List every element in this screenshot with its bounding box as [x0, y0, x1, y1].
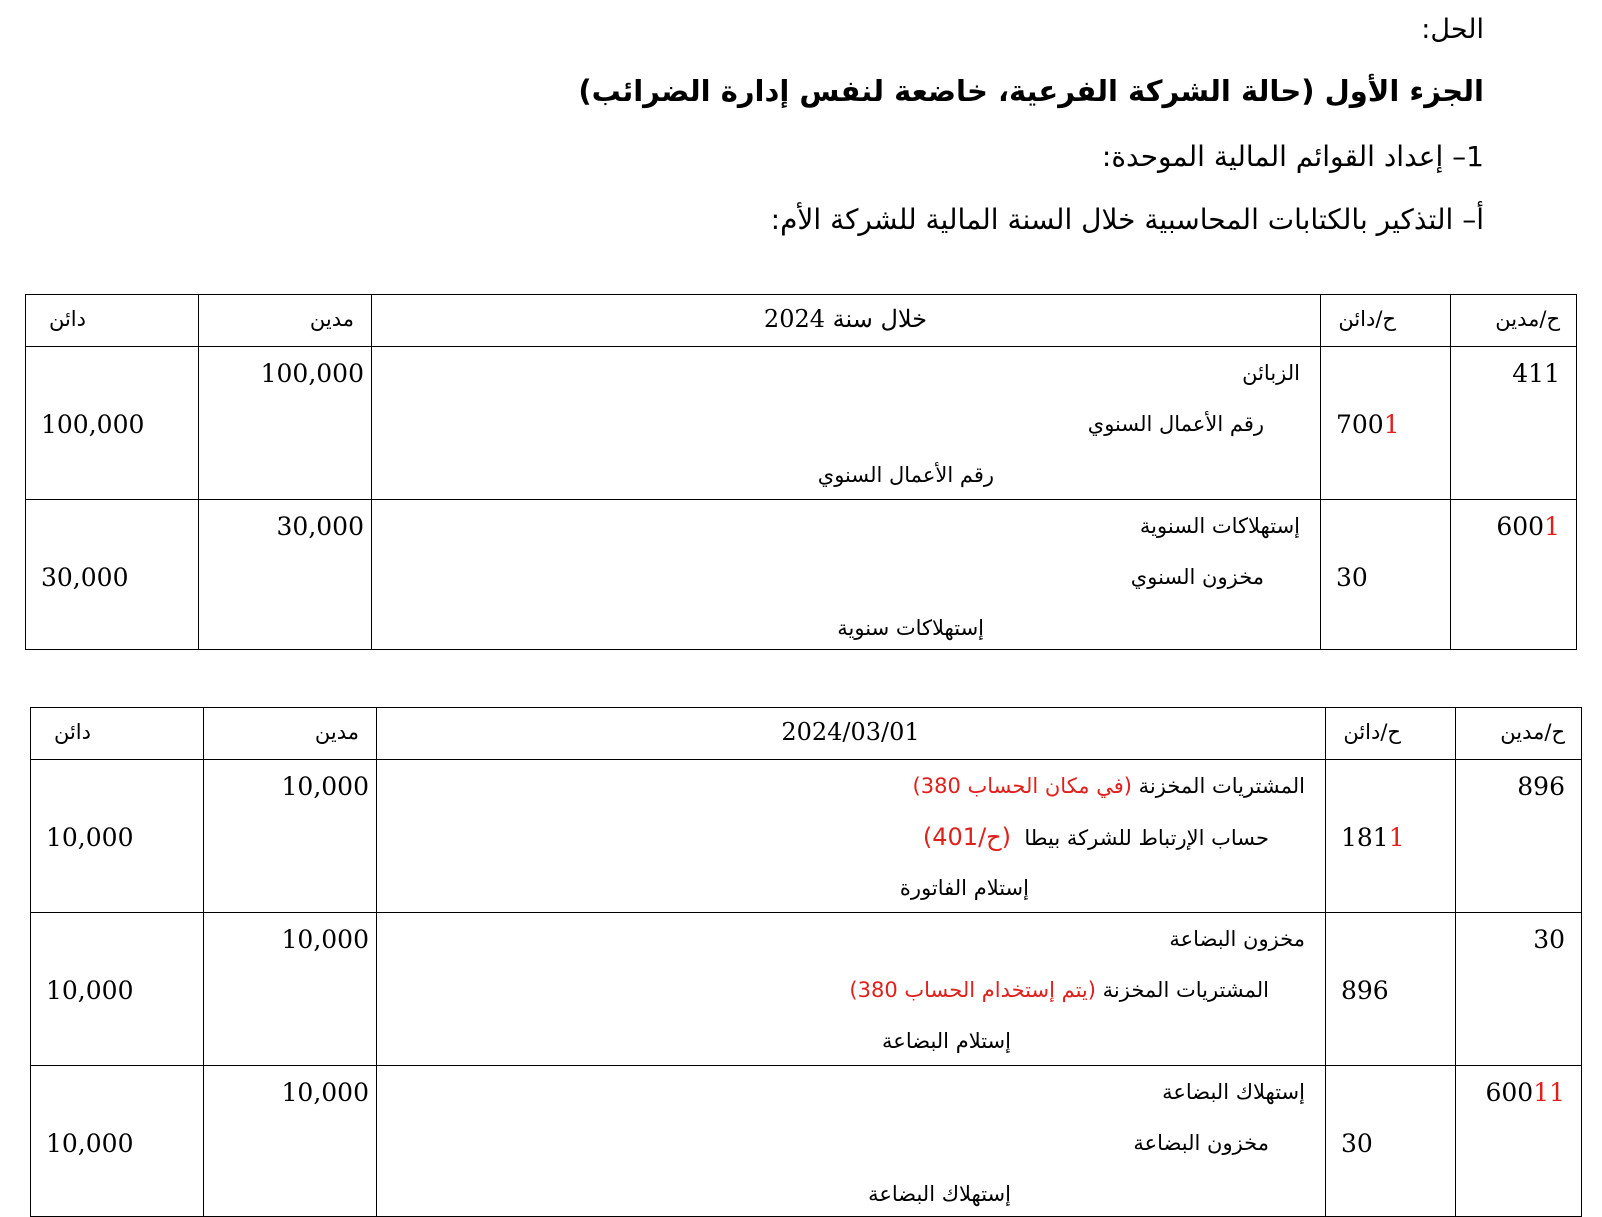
row-divider: [26, 499, 1576, 500]
entry-debit-account: 896: [1517, 772, 1565, 801]
column-divider: [376, 708, 377, 1216]
entry-description: إستلام الفاتورة: [899, 876, 1029, 900]
entry-credit-label: مخزون البضاعة: [1133, 1131, 1269, 1155]
entry-credit-amount: 10,000: [46, 976, 134, 1005]
entry-credit-account: 896: [1341, 976, 1389, 1005]
header-credit: دائن: [48, 307, 86, 331]
entry-description: إستلام البضاعة: [882, 1029, 1011, 1053]
row-divider: [26, 346, 1576, 347]
entry-debit-amount: 10,000: [281, 772, 369, 801]
entry-credit-label: المشتريات المخزنة (يتم إستخدام الحساب 380): [849, 978, 1269, 1002]
entry-debit-amount: 30,000: [276, 512, 364, 541]
journal-table-2: [30, 707, 1582, 1217]
entry-credit-amount: 30,000: [41, 563, 129, 592]
entry-credit-label: حساب الإرتباط للشركة بيطا (ح/401): [922, 823, 1269, 851]
entry-debit-note: (في مكان الحساب 380): [912, 774, 1132, 798]
journal-table-1: [25, 294, 1577, 650]
entry-description: رقم الأعمال السنوي: [817, 463, 994, 487]
step-one-heading: [1102, 140, 1484, 173]
solution-heading: الحل:: [1421, 14, 1484, 45]
header-debit-account: ح/مدين: [1500, 720, 1565, 744]
row-divider: [31, 759, 1581, 760]
column-divider: [1450, 295, 1451, 649]
step-one-text: – إعداد القوائم المالية الموحدة:: [1101, 140, 1467, 173]
header-debit: مدين: [314, 720, 359, 744]
entry-credit-account: 30: [1336, 563, 1368, 592]
entry-credit-amount: 10,000: [46, 1129, 134, 1158]
column-divider: [198, 295, 199, 649]
header-credit-account: ح/دائن: [1343, 720, 1401, 744]
entry-debit-amount: 10,000: [281, 1078, 369, 1107]
entry-credit-account: 1811: [1341, 823, 1405, 852]
entry-credit-note: (ح/401): [922, 823, 1012, 851]
entry-credit-note: (يتم إستخدام الحساب 380): [849, 978, 1096, 1002]
part-one-heading: الجزء الأول (حالة الشركة الفرعية، خاضعة لنفس إدارة الضرائب): [578, 74, 1484, 108]
entry-credit-label: مخزون السنوي: [1130, 565, 1264, 589]
entry-debit-account: 60011: [1485, 1078, 1565, 1107]
entry-credit-amount: 10,000: [46, 823, 134, 852]
entry-debit-account: 411: [1512, 359, 1560, 388]
entry-description: إستهلاك البضاعة: [868, 1182, 1011, 1206]
journal-date: 2024/03/01: [781, 718, 920, 746]
row-divider: [31, 912, 1581, 913]
entry-debit-label: مخزون البضاعة: [1169, 927, 1305, 951]
entry-debit-label: الزبائن: [1242, 361, 1300, 385]
step-one-number: 1: [1466, 140, 1484, 173]
journal-date: خلال سنة 2024: [763, 305, 928, 333]
header-debit-account: ح/مدين: [1495, 307, 1560, 331]
entry-debit-amount: 100,000: [260, 359, 364, 388]
header-debit: مدين: [309, 307, 354, 331]
header-credit-account: ح/دائن: [1338, 307, 1396, 331]
column-divider: [1325, 708, 1326, 1216]
column-divider: [371, 295, 372, 649]
entry-debit-label: المشتريات المخزنة (في مكان الحساب 380): [912, 774, 1305, 798]
column-divider: [1320, 295, 1321, 649]
entry-credit-account: 7001: [1336, 410, 1400, 439]
header-credit: دائن: [53, 720, 91, 744]
entry-debit-account: 30: [1533, 925, 1565, 954]
column-divider: [1455, 708, 1456, 1216]
entry-debit-account: 6001: [1496, 512, 1560, 541]
entry-debit-label: إستهلاكات السنوية: [1139, 514, 1300, 538]
entry-credit-label: رقم الأعمال السنوي: [1087, 412, 1264, 436]
entry-debit-amount: 10,000: [281, 925, 369, 954]
entry-credit-account: 30: [1341, 1129, 1373, 1158]
entry-credit-amount: 100,000: [41, 410, 145, 439]
entry-description: إستهلاكات سنوية: [837, 616, 984, 640]
entry-debit-label: إستهلاك البضاعة: [1162, 1080, 1305, 1104]
column-divider: [203, 708, 204, 1216]
row-divider: [31, 1065, 1581, 1066]
step-a-heading: أ– التذكير بالكتابات المحاسبية خلال السنة المالية للشركة الأم:: [770, 203, 1484, 236]
